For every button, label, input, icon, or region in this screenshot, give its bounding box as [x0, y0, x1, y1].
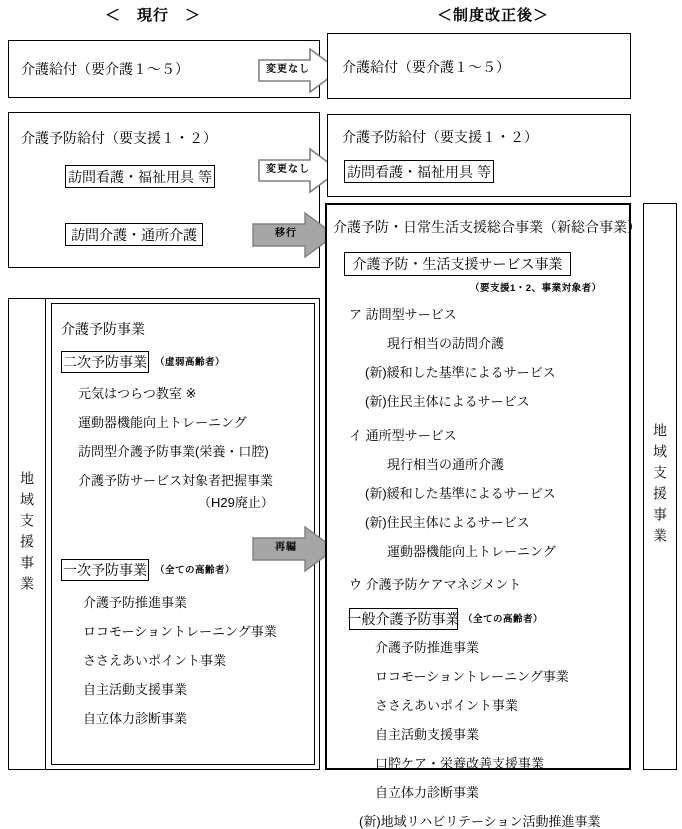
left-tag-homon-kaigo: 訪問介護・通所介護 [65, 223, 203, 246]
right-general-item-4: 口腔ケア・栄養改善支援事業 [375, 756, 545, 771]
right-group-2-heading: ウ 介護予防ケアマネジメント [349, 577, 522, 592]
left-label-divider [45, 298, 46, 770]
left-niji-item-0: 元気はつらつ教室 ※ [78, 386, 197, 401]
right-box2-title: 介護予防給付（要支援１・２） [342, 129, 538, 145]
left-niji-item-4: （H29廃止） [198, 495, 274, 510]
right-group-0-item-1: (新)緩和した基準によるサービス [365, 365, 556, 380]
right-chiiki-shien-label-col [644, 204, 676, 767]
right-group-1-item-2: (新)住民主体によるサービス [365, 515, 530, 530]
left-tag-ichiji-yobo: 一次予防事業 [61, 559, 149, 581]
right-tag-ippan-yobo: 一般介護予防事業 [349, 608, 458, 630]
right-tag-seikatsu-shien: 介護予防・生活支援サービス事業 [344, 252, 571, 276]
right-chiiki-shien-label-box [643, 203, 677, 770]
left-ichiji-item-3: 自主活動支援事業 [83, 682, 188, 697]
right-general-item-2: ささえあいポイント事業 [375, 698, 519, 713]
header-current: ＜ 現行 ＞ [105, 7, 202, 24]
right-group-1-item-0: 現行相当の通所介護 [387, 457, 505, 472]
right-group-0-item-2: (新)住民主体によるサービス [365, 394, 530, 409]
right-group-1-item-1: (新)緩和した基準によるサービス [365, 486, 556, 501]
right-box-yobo-kyufu [327, 114, 631, 197]
left-ichiji-item-0: 介護予防推進事業 [83, 595, 188, 610]
left-chiiki-shien-label: 地域支援事業 [19, 471, 35, 597]
right-group-0-heading: ア 訪問型サービス [349, 307, 457, 322]
right-sogo-jigyo-box [325, 203, 641, 829]
right-box-kaigo-kyufu [327, 33, 631, 99]
left-niji-item-2: 訪問型介護予防事業(栄養・口腔) [78, 444, 269, 459]
right-general-item-1: ロコモーショントレーニング事業 [375, 669, 569, 684]
left-box1-title: 介護給付（要介護１～５） [21, 61, 189, 77]
right-general-item-6: (新)地域リハビリテーション活動推進事業 [359, 814, 601, 829]
right-general-item-3: 自主活動支援事業 [375, 727, 480, 742]
arrow-no-change-2-label: 変更なし [266, 164, 310, 175]
right-group-1-item-3: 運動器機能向上トレーニング [387, 544, 556, 559]
left-ichiji-item-2: ささえあいポイント事業 [83, 653, 227, 668]
right-chiiki-shien-label: 地域支援事業 [652, 422, 668, 549]
left-niji-item-1: 運動器機能向上トレーニング [78, 415, 247, 430]
arrow-reorganize-label: 再編 [275, 542, 297, 553]
right-tag-homon-kango: 訪問看護・福祉用具 等 [344, 160, 494, 183]
left-niji-item-3: 介護予防サービス対象者把握事業 [78, 473, 274, 488]
right-note-subete: （全ての高齢者） [463, 614, 544, 625]
right-general-item-0: 介護予防推進事業 [375, 640, 480, 655]
left-yobo-title: 介護予防事業 [61, 321, 145, 337]
arrow-no-change-1-label: 変更なし [266, 64, 310, 75]
right-general-item-5: 自立体力診断事業 [375, 785, 480, 800]
right-group-1-heading: イ 通所型サービス [349, 428, 457, 443]
right-group-0-item-0: 現行相当の訪問介護 [387, 336, 505, 351]
left-box2-title: 介護予防給付（要支援１・２） [21, 130, 217, 146]
left-tag-homon-kango: 訪問看護・福祉用具 等 [65, 165, 215, 188]
left-chiiki-shien-label-col [8, 298, 46, 770]
left-tag-niji-yobo: 二次予防事業 [61, 351, 149, 373]
header-after-reform: ＜制度改正後＞ [437, 7, 550, 24]
right-sogo-title: 介護予防・日常生活支援総合事業（新総合事業） [333, 219, 641, 235]
left-note-kyojaku: （虚弱高齢者） [155, 357, 226, 368]
arrow-transfer-label: 移行 [275, 228, 297, 239]
left-ichiji-item-1: ロコモーショントレーニング事業 [83, 624, 277, 639]
right-note-yoshien: （要支援1・2、事業対象者） [470, 283, 602, 294]
right-box1-title: 介護給付（要介護１～５） [342, 59, 510, 75]
left-note-subete: （全ての高齢者） [155, 565, 236, 576]
left-ichiji-item-4: 自立体力診断事業 [83, 711, 188, 726]
